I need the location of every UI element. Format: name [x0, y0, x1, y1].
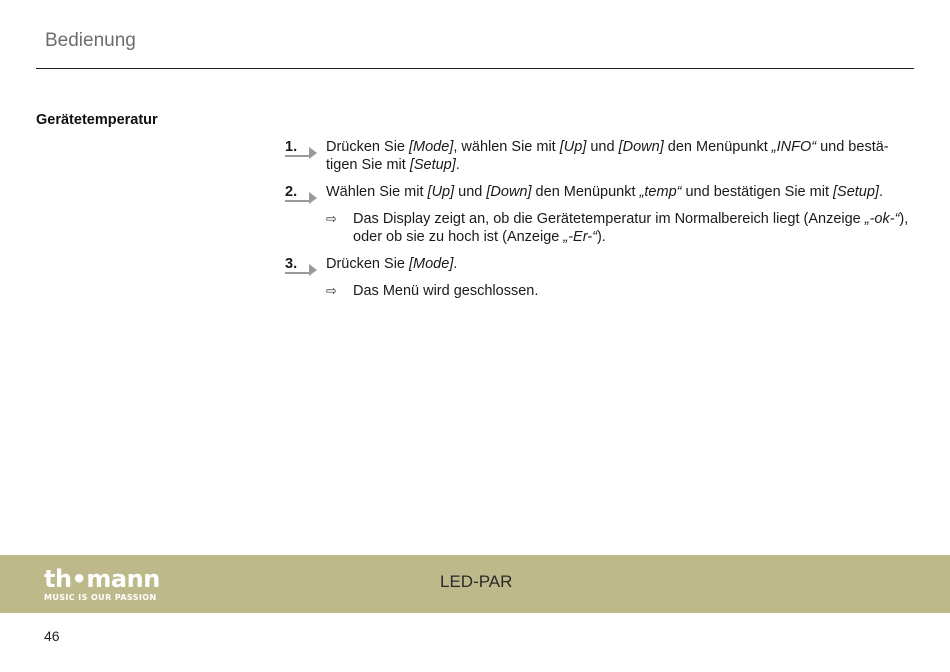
step-number-marker: [285, 255, 319, 277]
step-arrow-line: [285, 155, 311, 157]
header-divider: [36, 68, 914, 69]
step-result: [285, 210, 910, 246]
product-name: LED-PAR: [440, 572, 513, 591]
key-reference: [Mode]: [409, 256, 454, 272]
key-reference: [Setup]: [409, 157, 456, 173]
thomann-logo: [44, 567, 160, 602]
page-number: 46: [44, 628, 60, 644]
key-reference: „temp“: [639, 184, 682, 200]
step-text: .: [878, 184, 883, 200]
step-number: 2.: [285, 184, 298, 200]
section-title: Gerätetemperatur: [36, 112, 158, 128]
step-arrow-icon: [309, 264, 317, 276]
key-reference: [Down]: [618, 139, 664, 155]
logo-tagline: MUSIC IS OUR PASSION: [44, 593, 157, 602]
step-text: und: [454, 184, 487, 200]
key-reference: [Up]: [559, 139, 587, 155]
step-text: Das Display zeigt an, ob die Gerätetemperatur im Normalbereich liegt (Anzeige: [353, 211, 865, 227]
step-number: 1.: [285, 139, 298, 155]
key-reference: [Up]: [427, 184, 455, 200]
key-reference: „-ok-“: [864, 211, 900, 227]
step-result: [285, 282, 910, 300]
key-reference: [Mode]: [409, 139, 454, 155]
step-text: den Menüpunkt: [531, 184, 640, 200]
result-arrow-icon: ⇨: [326, 211, 337, 226]
step-text: Wählen Sie mit: [326, 184, 428, 200]
step-text: den Menüpunkt: [663, 139, 772, 155]
instruction-step: [285, 183, 910, 201]
step-text: , wählen Sie mit: [453, 139, 560, 155]
step-text: .: [455, 157, 460, 173]
logo-wordmark: th•mann: [44, 565, 160, 593]
instruction-steps: [285, 138, 910, 309]
step-text: Das Menü wird geschlossen.: [353, 283, 539, 299]
step-arrow-line: [285, 272, 311, 274]
chapter-title: Bedienung: [45, 30, 136, 51]
step-number-marker: [285, 183, 319, 205]
step-text: und: [586, 139, 619, 155]
step-text: Drücken Sie: [326, 139, 410, 155]
step-text: ), oder ob sie zu hoch ist (Anzeige: [353, 211, 909, 245]
key-reference: [Setup]: [833, 184, 879, 200]
step-arrow-line: [285, 200, 311, 202]
step-arrow-icon: [309, 147, 317, 159]
step-text: Drücken Sie: [326, 256, 410, 272]
result-arrow-icon: ⇨: [326, 283, 337, 298]
key-reference: „-Er-“: [563, 229, 597, 245]
instruction-step: [285, 138, 910, 174]
step-number-marker: [285, 138, 319, 160]
step-text: ).: [596, 229, 606, 245]
step-text: und bestä-tigen Sie mit: [326, 139, 889, 173]
step-text: .: [453, 256, 458, 272]
step-text: und bestätigen Sie mit: [681, 184, 834, 200]
key-reference: „INFO“: [771, 139, 817, 155]
step-arrow-icon: [309, 192, 317, 204]
instruction-step: [285, 255, 910, 273]
step-number: 3.: [285, 256, 298, 272]
key-reference: [Down]: [486, 184, 532, 200]
footer-band: [0, 555, 950, 613]
